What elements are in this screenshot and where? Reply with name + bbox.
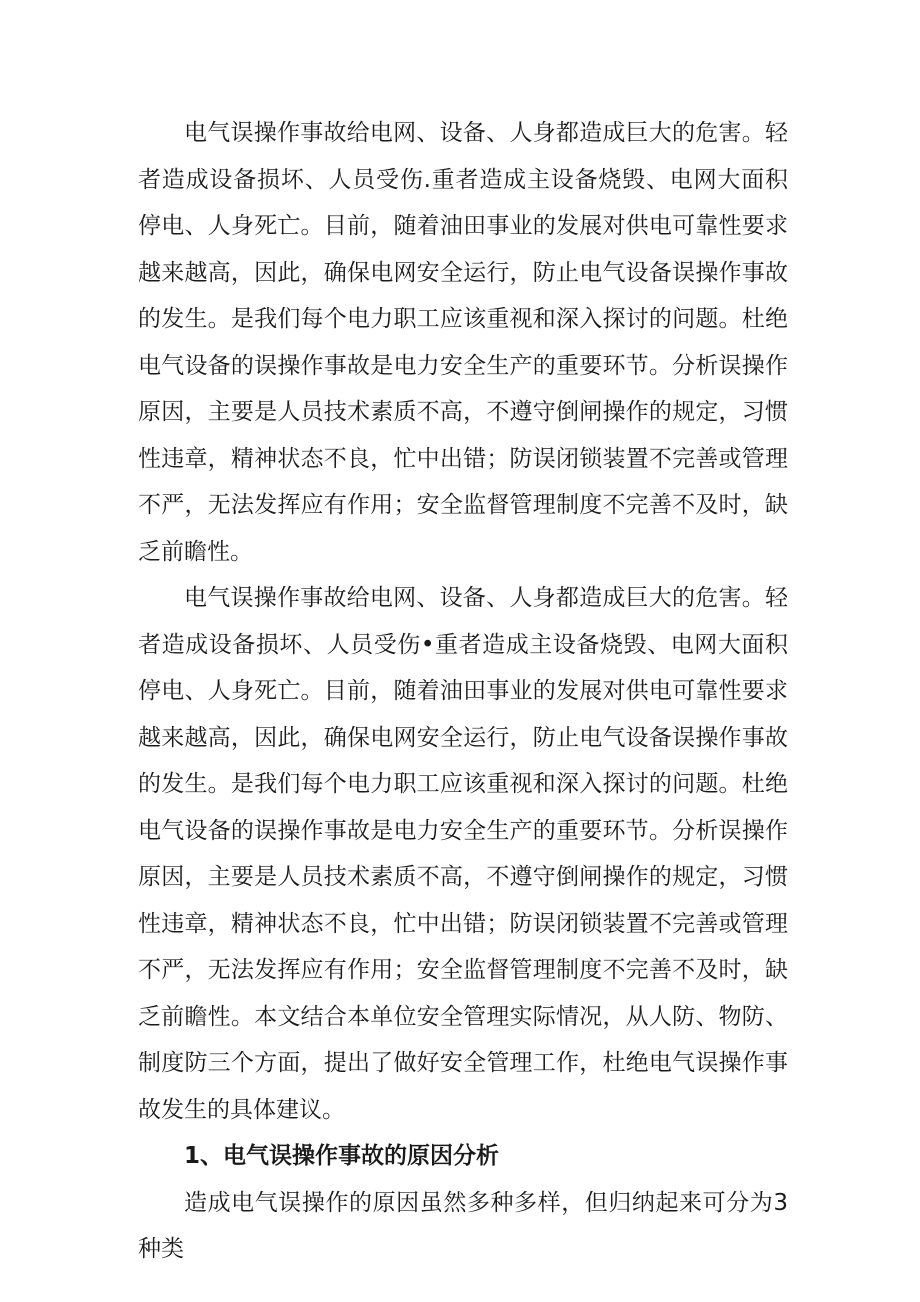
paragraph-2: 电气误操作事故给电网、设备、人身都造成巨大的危害。轻者造成设备损坏、人员受伤•重者造成主设备烧毁、电网大面积停电、人身死亡。目前，随着油田事业的发展对供电可靠性要求越来越高，因此，确保电网安全运行，防止电气设备误操作事故的发生。是我们每个电力职工应该重视和深入探讨的问题。杜绝电气设备的误操作事故是电力安全生产的重要环节。分析误操作原因，主要是人员技术素质不高，不遵守倒闸操作的规定，习惯性违章，精神状态不良，忙中出错；防误闭锁装置不完善或管理不严，无法发挥应有作用；安全监督管理制度不完善不及时，缺乏前瞻性。本文结合本单位安全管理实际情况，从人防、物防、制度防三个方面，提出了做好安全管理工作，杜绝电气误操作事故发生的具体建议。	[138, 585, 788, 1123]
paragraph-1: 电气误操作事故给电网、设备、人身都造成巨大的危害。轻者造成设备损坏、人员受伤.重者造成主设备烧毁、电网大面积停电、人身死亡。目前，随着油田事业的发展对供电可靠性要求越来越高，因此，确保电网安全运行，防止电气设备误操作事故的发生。是我们每个电力职工应该重视和深入探讨的问题。杜绝电气设备的误操作事故是电力安全生产的重要环节。分析误操作原因，主要是人员技术素质不高，不遵守倒闸操作的规定，习惯性违章，精神状态不良，忙中出错；防误闭锁装置不完善或管理不严，无法发挥应有作用；安全监督管理制度不完善不及时，缺乏前瞻性。	[138, 120, 788, 565]
section-paragraph: 造成电气误操作的原因虽然多种多样，但归纳起来可分为3种类	[138, 1189, 788, 1262]
section-heading: 1、电气误操作事故的原因分析	[184, 1143, 500, 1169]
document-body	[138, 110, 788, 1273]
